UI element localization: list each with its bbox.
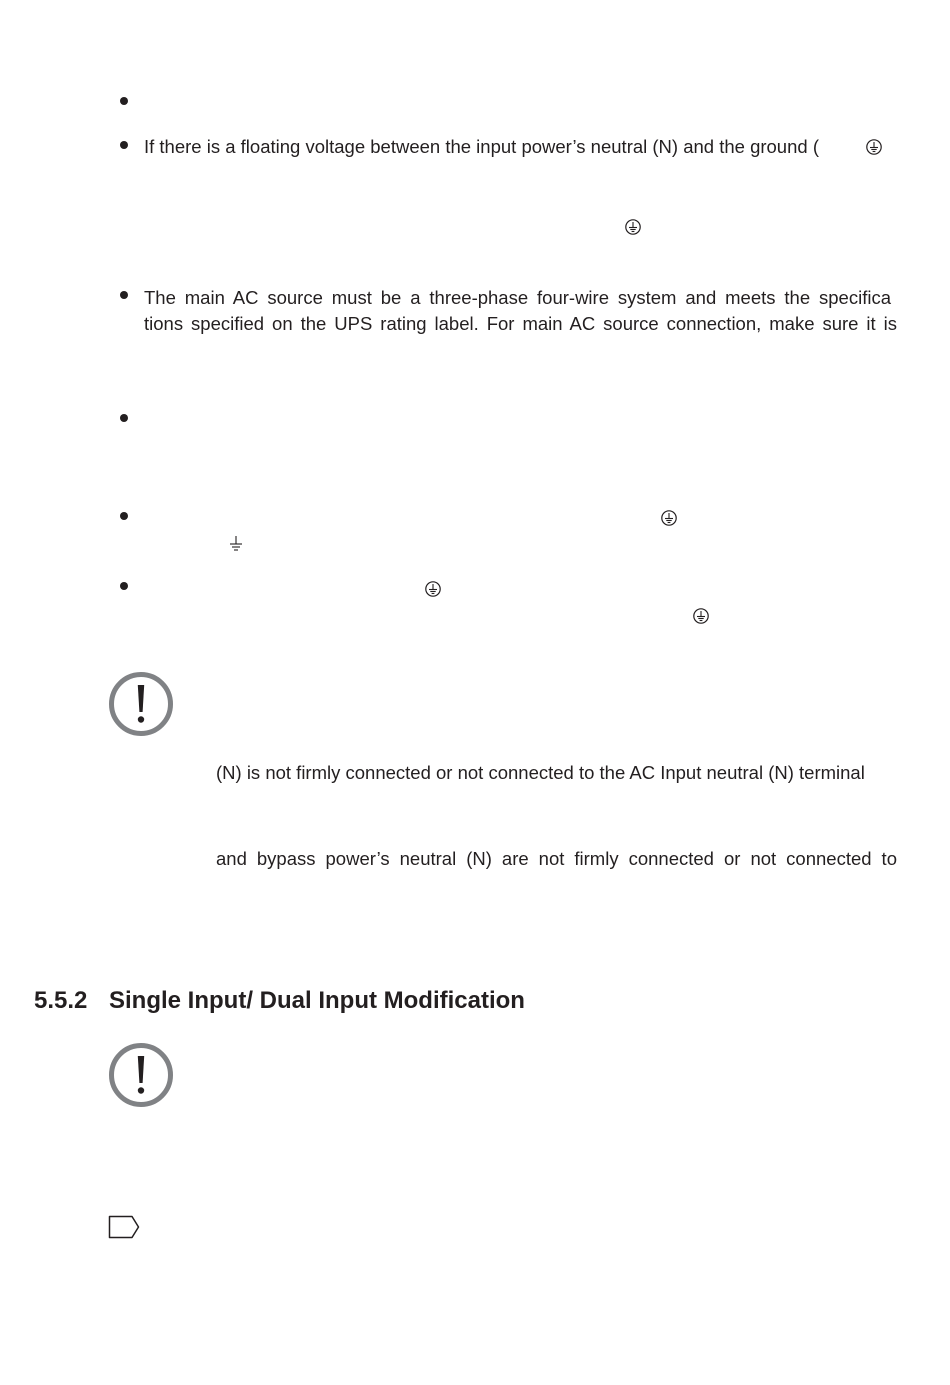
exclamation-warning-icon [108, 1042, 174, 1108]
section-number: 5.5.2 [34, 987, 88, 1014]
warning-1-text-line1: (N) is not firmly connected or not connected to the AC Input neutral (N) terminal [216, 762, 865, 783]
protective-earth-icon [625, 219, 641, 235]
bullet-5 [120, 512, 128, 520]
bullet-2-text: If there is a floating voltage between the input power’s neutral (N) and the ground ( [144, 136, 819, 157]
section-title: Single Input/ Dual Input Modification [109, 987, 525, 1014]
bullet-3-text-line1: The main AC source must be a three-phase four-wire system and meets the specifica [144, 287, 891, 308]
protective-earth-icon [866, 139, 882, 155]
bullet-1 [120, 97, 128, 105]
bullet-2 [120, 141, 128, 149]
bullet-3 [120, 291, 128, 299]
note-tag-icon [108, 1215, 140, 1239]
exclamation-warning-icon [108, 671, 174, 737]
protective-earth-icon [693, 608, 709, 624]
protective-earth-icon [425, 581, 441, 597]
protective-earth-icon [661, 510, 677, 526]
earth-ground-icon [229, 535, 243, 553]
bullet-3-text-line2: tions specified on the UPS rating label. For main AC source connection, make sure it is [144, 313, 897, 334]
bullet-4 [120, 414, 128, 422]
bullet-6 [120, 582, 128, 590]
warning-1-text-line2: and bypass power’s neutral (N) are not firmly connected or not connected to [216, 848, 897, 869]
